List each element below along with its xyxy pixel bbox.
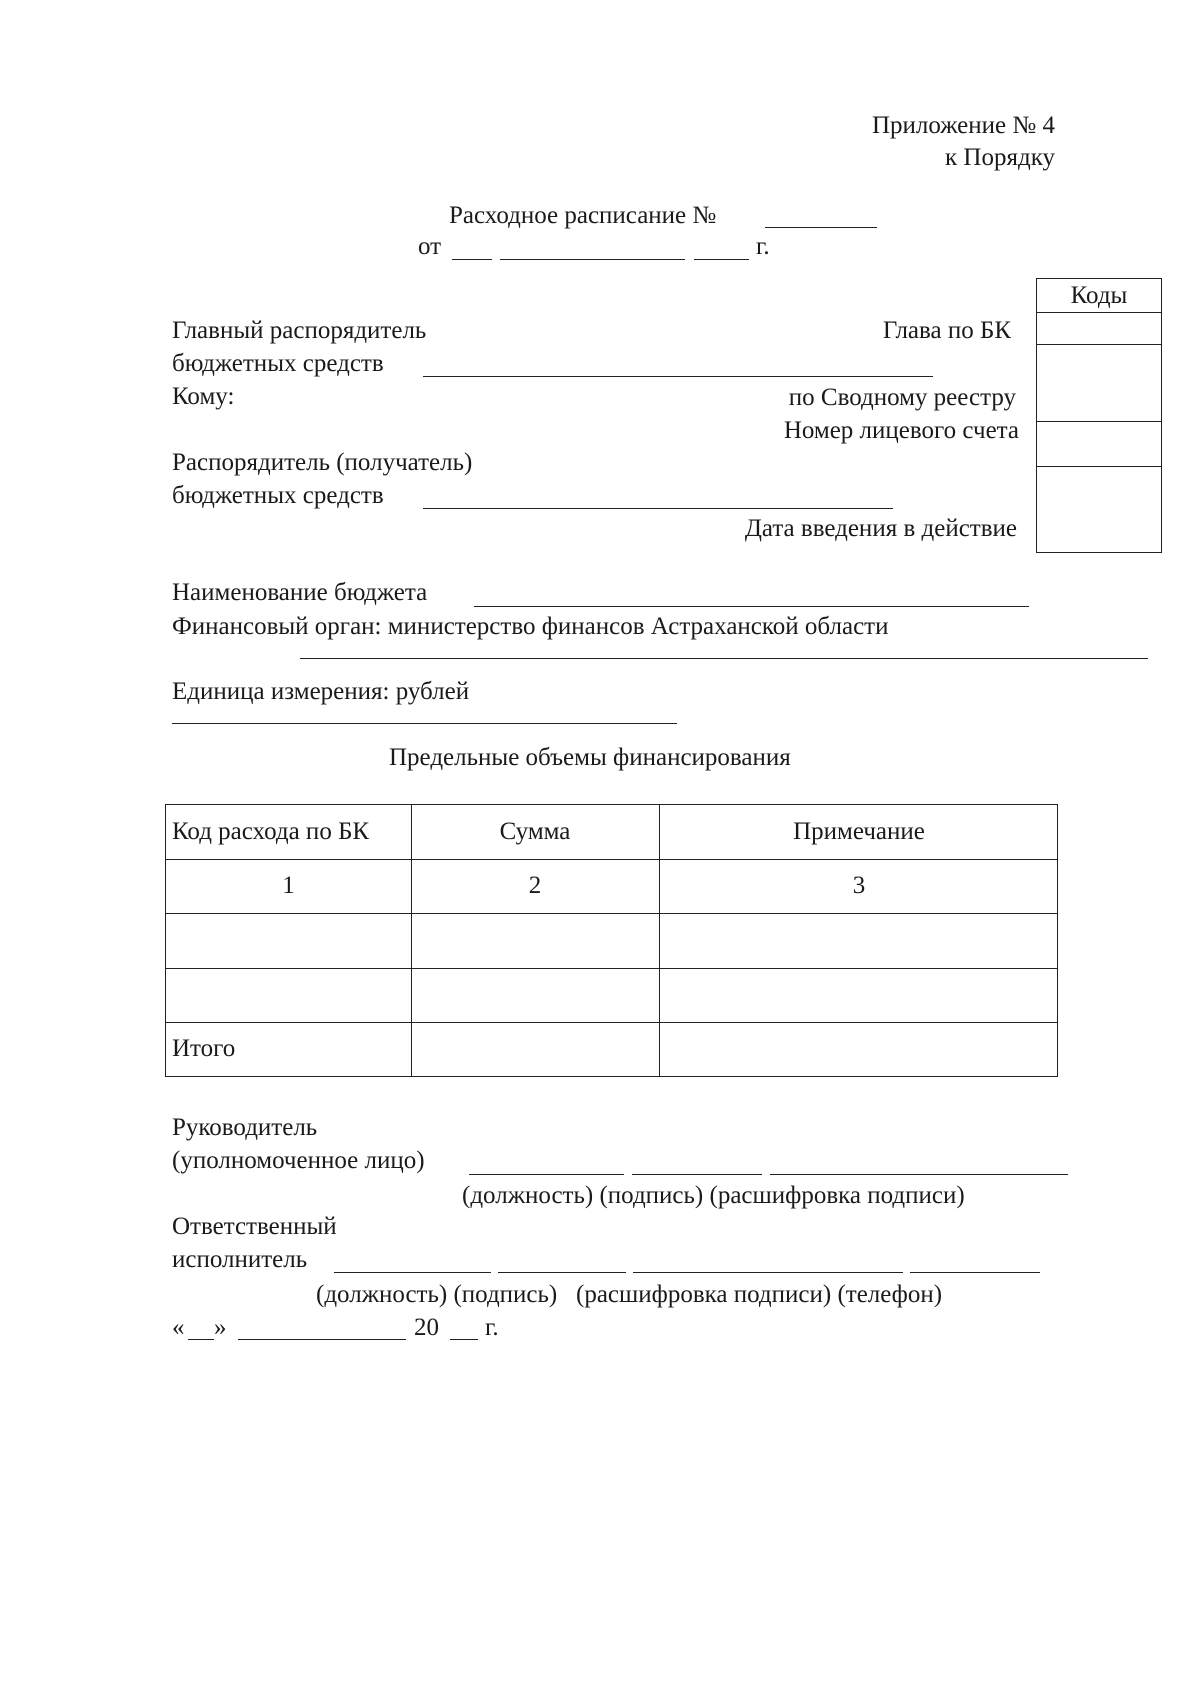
code-chapter-bk[interactable] <box>1037 313 1161 345</box>
code-effective-date[interactable] <box>1037 467 1161 551</box>
account-number-label: Номер лицевого счета <box>783 417 1019 444</box>
row1-expense-code-cell[interactable] <box>166 913 411 968</box>
code-account-number[interactable] <box>1037 422 1161 467</box>
column-number-3: 3 <box>852 872 866 899</box>
sign-date-day-field[interactable] <box>188 1339 214 1340</box>
codes-header: Коды <box>1037 279 1161 313</box>
financing-table <box>165 804 1058 1077</box>
unit-underline <box>172 723 677 724</box>
code-consolidated-register[interactable] <box>1037 345 1161 422</box>
date-year-suffix: г. <box>756 233 770 260</box>
head-position-field[interactable] <box>469 1174 624 1175</box>
head-name-field[interactable] <box>770 1174 1068 1175</box>
row2-expense-code-cell[interactable] <box>166 968 411 1022</box>
sign-date-month-field[interactable] <box>238 1339 406 1340</box>
date-close-quote: » <box>214 1314 227 1341</box>
executor-phone-field[interactable] <box>910 1272 1040 1273</box>
header-amount: Сумма <box>499 818 571 845</box>
date-day-field[interactable] <box>452 259 492 260</box>
executor-label-2: исполнитель <box>172 1246 308 1273</box>
consolidated-register-label: по Сводному реестру <box>788 384 1016 411</box>
codes-box <box>1036 278 1162 553</box>
table-title: Предельные объемы финансирования <box>389 744 791 771</box>
document-title: Расходное расписание № <box>449 202 717 229</box>
appendix-number: Приложение № 4 <box>871 112 1055 139</box>
manager-recipient-label-2: бюджетных средств <box>172 482 384 509</box>
manager-recipient-field[interactable] <box>423 508 893 509</box>
manager-recipient-label-1: Распорядитель (получатель) <box>172 449 473 476</box>
total-note-cell[interactable] <box>659 1022 1059 1076</box>
document-number-field[interactable] <box>765 227 877 228</box>
chief-manager-label-2: бюджетных средств <box>172 350 384 377</box>
budget-name-field[interactable] <box>474 606 1029 607</box>
row1-note-cell[interactable] <box>659 913 1059 968</box>
financial-body-label: Финансовый орган: министерство финансов Астраханской области <box>172 613 889 640</box>
chapter-bk-label: Глава по БК <box>882 317 1011 344</box>
to-label: Кому: <box>172 383 235 410</box>
total-label: Итого <box>172 1035 236 1062</box>
date-year-field[interactable] <box>694 259 749 260</box>
executor-signature-field[interactable] <box>498 1272 626 1273</box>
budget-name-label: Наименование бюджета <box>172 579 428 606</box>
date-month-field[interactable] <box>500 259 685 260</box>
date-open-quote: « <box>172 1314 185 1341</box>
row2-note-cell[interactable] <box>659 968 1059 1022</box>
sign-date-suffix: г. <box>485 1314 499 1341</box>
head-label-1: Руководитель <box>172 1114 318 1141</box>
executor-position-field[interactable] <box>334 1272 491 1273</box>
total-amount-cell[interactable] <box>411 1022 659 1076</box>
date-century: 20 <box>414 1314 439 1341</box>
sign-date-year-field[interactable] <box>450 1339 478 1340</box>
appendix-reference: к Порядку <box>945 144 1055 171</box>
chief-manager-field[interactable] <box>423 376 933 377</box>
executor-caption: (должность) (подпись) (расшифровка подписи) (телефон) <box>316 1281 943 1308</box>
column-number-2: 2 <box>528 872 542 899</box>
executor-label-1: Ответственный <box>172 1213 337 1240</box>
executor-name-field[interactable] <box>633 1272 903 1273</box>
head-caption: (должность) (подпись) (расшифровка подписи) <box>462 1182 965 1209</box>
financial-body-underline <box>300 658 1148 659</box>
date-from-label: от <box>418 233 442 260</box>
unit-label: Единица измерения: рублей <box>172 678 470 705</box>
head-signature-field[interactable] <box>632 1174 762 1175</box>
head-label-2: (уполномоченное лицо) <box>172 1147 425 1174</box>
column-number-1: 1 <box>282 872 295 899</box>
effective-date-label: Дата введения в действие <box>744 515 1017 542</box>
row2-amount-cell[interactable] <box>411 968 659 1022</box>
chief-manager-label-1: Главный распорядитель <box>172 317 427 344</box>
header-note: Примечание <box>793 818 925 845</box>
row1-amount-cell[interactable] <box>411 913 659 968</box>
header-expense-code: Код расхода по БК <box>172 818 370 845</box>
